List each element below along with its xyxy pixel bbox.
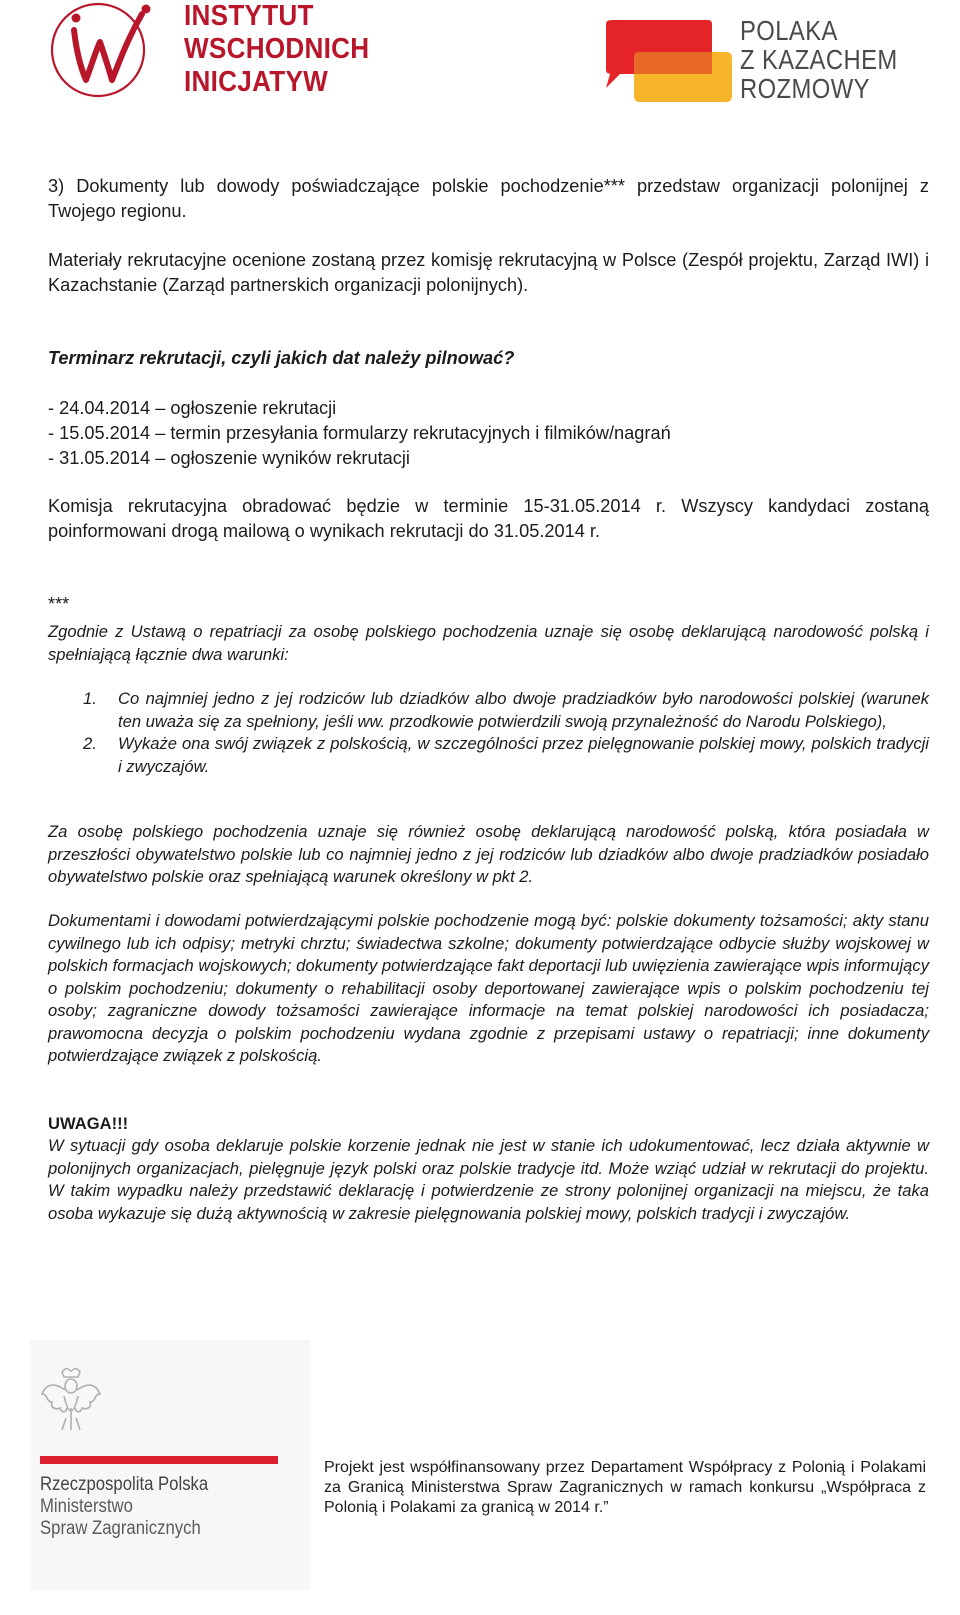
paragraph-polish-origin: Za osobę polskiego pochodzenia uznaje się również osobę deklarującą narodowość polską, która posiadała w przeszłości obywatelstwo polskie lub co najmniej jedno z jej rodziców lub dziadków albo dwoje pradziadków posiadało obywatelstwo polskie oraz spełniającą warunek określony w pkt 2. xyxy=(48,822,929,886)
paragraph-repatriation-law: Zgodnie z Ustawą o repatriacji za osobę polskiego pochodzenia uznaje się osobę deklarującą narodowość polską i spełniającą łącznie dwa warunki: xyxy=(48,622,929,664)
pkr-logo-text: POLAKA Z KAZACHEM ROZMOWY xyxy=(740,15,898,104)
list-text: Co najmniej jedno z jej rodziców lub dziadków albo dwoje pradziadków było narodowości polskiej (warunek ten uważa się za spełniony, jeśli ww. przodkowie potwierdzili swoją przynależność do Narodu Polskiego), xyxy=(118,689,929,731)
list-item xyxy=(48,688,929,733)
footnote-stars: *** xyxy=(48,594,70,614)
list-item xyxy=(48,733,929,778)
date-item: - 31.05.2014 – ogłoszenie wyników rekrutacji xyxy=(48,448,410,468)
iwi-logo-text: INSTYTUT WSCHODNICH INICJATYW xyxy=(184,0,370,98)
flag-stripe xyxy=(40,1456,278,1464)
eagle-emblem-icon xyxy=(40,1368,102,1434)
list-text: Wykaże ona swój związek z polskością, w szczególności przez pielęgnowanie polskiej mowy, polskich tradycji i zwyczajów. xyxy=(118,734,929,776)
ministry-logo-text: Rzeczpospolita Polska Ministerstwo Spraw Zagranicznych xyxy=(40,1474,209,1539)
conditions-list xyxy=(48,688,929,778)
funding-note: Projekt jest współfinansowany przez Departament Współpracy z Polonią i Polakami za Granicą Ministerstwa Spraw Zagranicznych w ramach konkursu „Współpraca z Polonią i Polakami za granicą w 2014 r.” xyxy=(324,1459,926,1516)
dates-list xyxy=(48,396,929,471)
paragraph-documents-list: Dokumentami i dowodami potwierdzającymi polskie pochodzenie mogą być: polskie dokumenty tożsamości; akty stanu cywilnego lub ich odpisy; metryki chrztu; świadectwa szkolne; dokumenty potwierdzające odbycie służby wojskowej w polskich formacjach wojskowych; dokumenty potwierdzające fakt deportacji lub uwięzienia zawierające wpis informujący o polskim pochodzeniu; dokumenty o rehabilitacji osoby deportowanej zawierające wpis o polskim pochodzeniu tej osoby; zagraniczne dowody tożsamości zawierające informacje na temat polskiej narodowości ich posiadacza; prawomocna decyzja o polskim pochodzeniu wydana zgodnie z przepisami ustawy o repatriacji; inne dokumenty potwierdzające związek z polskością. xyxy=(48,911,929,1065)
speech-bubbles-icon xyxy=(600,18,735,108)
paragraph-commission: Komisja rekrutacyjna obradować będzie w terminie 15-31.05.2014 r. Wszyscy kandydaci zostaną poinformowani drogą mailową o wynikach rekrutacji do 31.05.2014 r. xyxy=(48,496,929,541)
iwi-emblem-icon xyxy=(46,0,154,102)
list-number: 1. xyxy=(83,689,97,708)
ministry-logo xyxy=(30,1340,310,1590)
section-heading: Terminarz rekrutacji, czyli jakich dat należy pilnować? xyxy=(48,348,515,368)
warning-title: UWAGA!!! xyxy=(48,1114,129,1133)
list-number: 2. xyxy=(83,734,97,753)
paragraph-evaluation: Materiały rekrutacyjne ocenione zostaną przez komisję rekrutacyjną w Polsce (Zespół projektu, Zarząd IWI) i Kazachstanie (Zarząd partnerskich organizacji polonijnych). xyxy=(48,250,929,295)
date-item: - 24.04.2014 – ogłoszenie rekrutacji xyxy=(48,398,337,418)
warning-text: W sytuacji gdy osoba deklaruje polskie korzenie jednak nie jest w stanie ich udokumentować, lecz działa aktywnie w polonijnych organizacjach, pielęgnuje język polski oraz polskie tradycje itd. Może wziąć udział w rekrutacji do projektu. W takim wypadku należy przedstawić deklarację i potwierdzenie ze strony polonijnej organizacji na miejscu, że taka osoba wykazuje się dużą aktywnością w zakresie pielęgnowania polskiej mowy, polskich tradycji i zwyczajów. xyxy=(48,1136,929,1223)
date-item: - 15.05.2014 – termin przesyłania formularzy rekrutacyjnych i filmików/nagrań xyxy=(48,423,671,443)
pkr-logo xyxy=(600,14,930,114)
iwi-logo xyxy=(44,0,384,105)
paragraph-documents: 3) Dokumenty lub dowody poświadczające polskie pochodzenie*** przedstaw organizacji polonijnej z Twojego regionu. xyxy=(48,176,929,221)
